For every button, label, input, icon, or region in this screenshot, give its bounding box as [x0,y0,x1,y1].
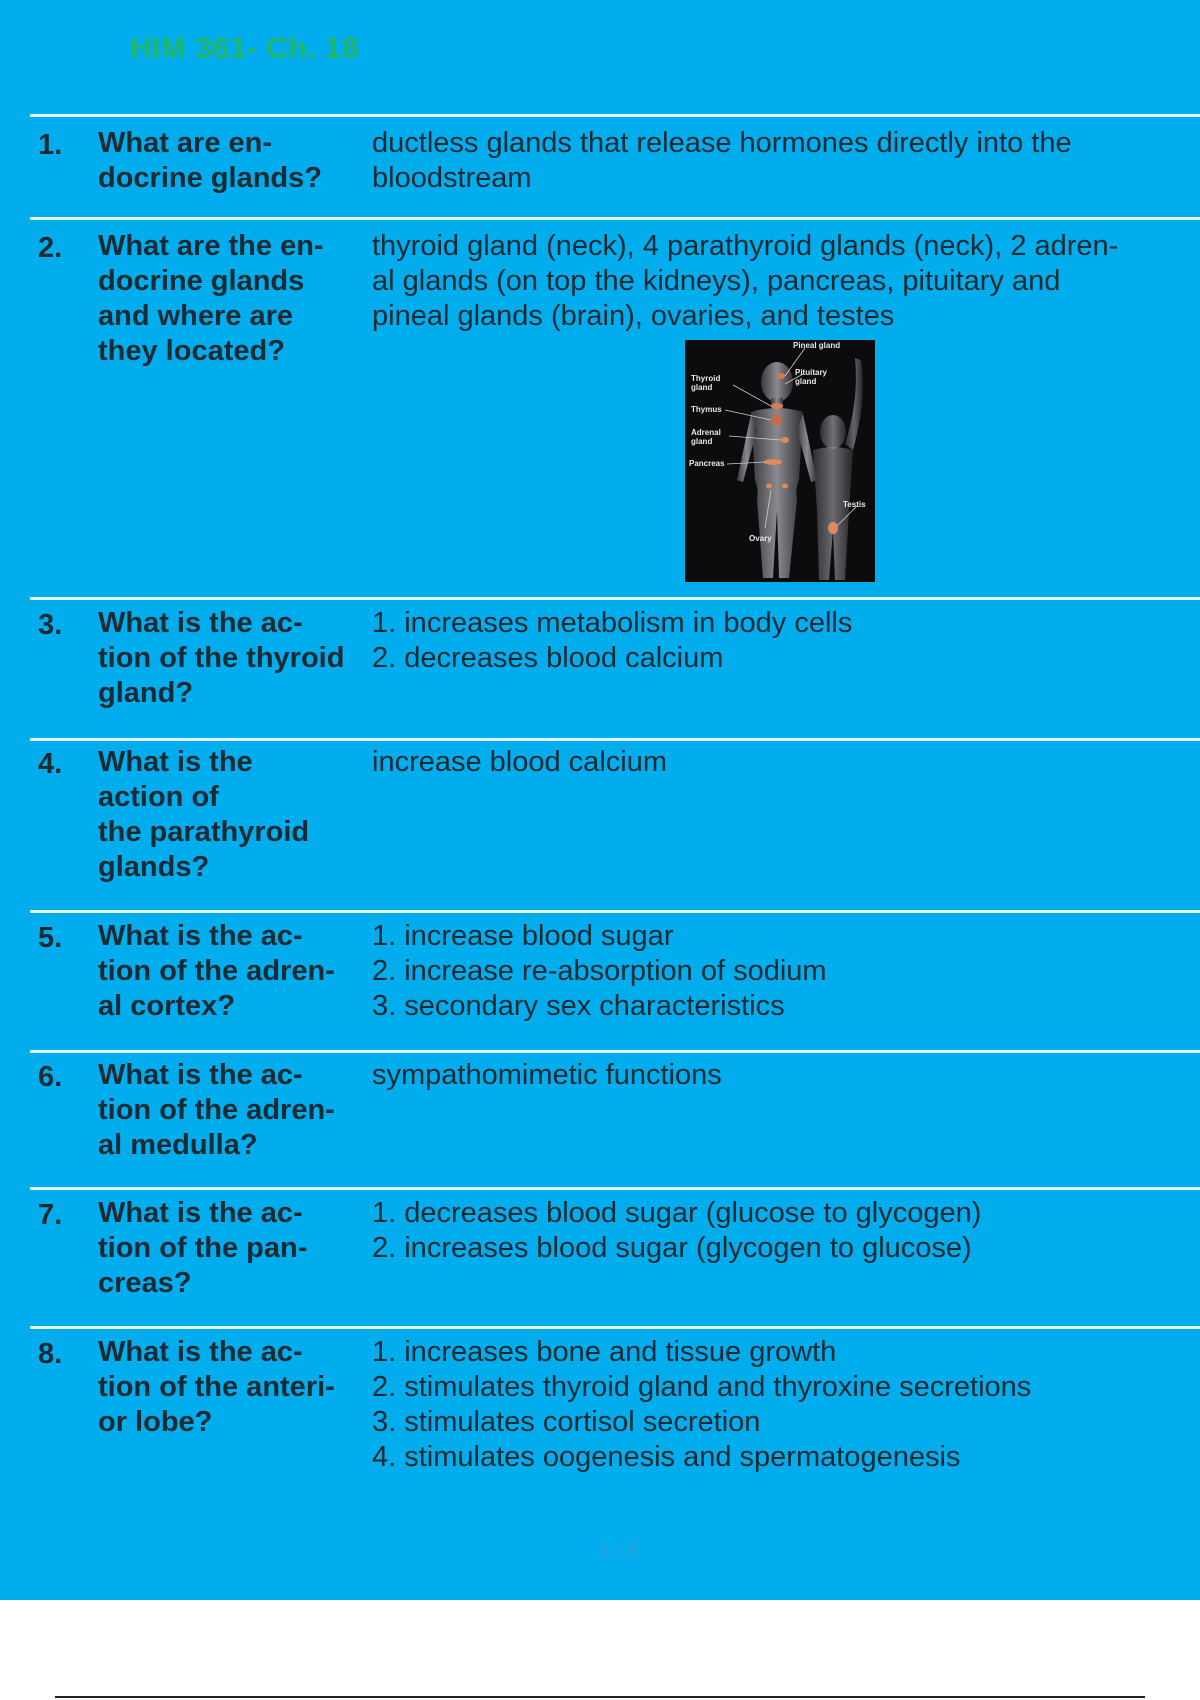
answer-line: thyroid gland (neck), 4 parathyroid glands (neck), 2 adren- [372,230,1119,262]
question-line: glands? [98,851,210,883]
question-line: or lobe? [98,1406,213,1438]
card-question [98,126,368,196]
answer-line: 2. decreases blood calcium [372,642,724,674]
endocrine-glands-figure [685,340,875,582]
card-answer [372,606,1172,676]
question-line: creas? [98,1267,192,1299]
question-line: and where are [98,300,294,332]
answer-line: increase blood calcium [372,746,667,778]
page-bottom-divider [55,1696,1145,1698]
card-number: 7. [38,1199,63,1231]
question-line: tion of the adren- [98,1094,335,1126]
card-divider [30,910,1200,913]
question-line: action of [98,781,219,813]
question-line: gland? [98,677,194,709]
card-number: 5. [38,922,63,954]
answer-line: 2. increases blood sugar (glycogen to glucose) [372,1232,972,1264]
card-number: 1. [38,129,63,161]
question-line: What are en- [98,127,273,159]
card-number: 3. [38,609,63,641]
answer-line: sympathomimetic functions [372,1059,722,1091]
question-line: What is the ac- [98,607,303,639]
card-number: 2. [38,232,63,264]
card-answer [372,1058,1172,1093]
question-line: tion of the thyroid [98,642,345,674]
answer-line: 1. increases metabolism in body cells [372,607,853,639]
figure-label-thymus: Thymus [691,405,722,414]
question-line: What is the ac- [98,920,303,952]
answer-line: ductless glands that release hormones directly into the [372,127,1072,159]
figure-label-adrenal: Adrenal gland [691,428,721,446]
card-question [98,1196,368,1301]
answer-line: 2. stimulates thyroid gland and thyroxine secretions [372,1371,1032,1403]
card-answer [372,745,1172,780]
answer-line: pineal glands (brain), ovaries, and testes [372,300,895,332]
question-line: tion of the pan- [98,1232,308,1264]
question-line: What is the [98,746,253,778]
card-divider [30,1326,1200,1329]
card-divider [30,217,1200,220]
card-question [98,229,368,369]
answer-line: 2. increase re-absorption of sodium [372,955,827,987]
card-answer [372,1335,1172,1475]
card-number: 8. [38,1338,63,1370]
page-number: 1 / 6 [600,1540,639,1562]
question-line: al medulla? [98,1129,258,1161]
question-line: they located? [98,335,285,367]
card-question [98,919,368,1024]
document-title: HIM 361- Ch. 18 [130,32,360,65]
card-divider [30,114,1200,117]
question-line: tion of the anteri- [98,1371,335,1403]
figure-label-thyroid: Thyroid gland [691,374,721,392]
answer-line: 4. stimulates oogenesis and spermatogenesis [372,1441,961,1473]
question-line: the parathyroid [98,816,310,848]
answer-line: bloodstream [372,162,532,194]
answer-line: 3. secondary sex characteristics [372,990,785,1022]
figure-label-ovary: Ovary [749,534,772,543]
card-number: 6. [38,1061,63,1093]
card-number: 4. [38,748,63,780]
card-answer [372,919,1172,1024]
figure-label-pancreas: Pancreas [689,459,725,468]
card-answer [372,1196,1172,1266]
figure-label-pineal: Pineal gland [793,341,841,350]
answer-line: 1. decreases blood sugar (glucose to glycogen) [372,1197,982,1229]
card-answer [372,229,1172,334]
question-line: docrine glands? [98,162,322,194]
card-question [98,1335,368,1440]
question-line: What are the en- [98,230,324,262]
question-line: What is the ac- [98,1059,303,1091]
question-line: What is the ac- [98,1336,303,1368]
answer-line: 1. increase blood sugar [372,920,674,952]
answer-line: 1. increases bone and tissue growth [372,1336,837,1368]
card-divider [30,597,1200,600]
answer-line: 3. stimulates cortisol secretion [372,1406,761,1438]
card-divider [30,1050,1200,1053]
card-divider [30,1187,1200,1190]
card-question [98,1058,368,1163]
question-line: al cortex? [98,990,235,1022]
figure-label-testis: Testis [843,500,866,509]
card-question [98,745,368,885]
question-line: What is the ac- [98,1197,303,1229]
question-line: docrine glands [98,265,305,297]
card-divider [30,738,1200,741]
figure-label-pituitary: Pituitary gland [795,368,828,386]
card-answer [372,126,1172,196]
answer-line: al glands (on top the kidneys), pancreas, pituitary and [372,265,1061,297]
card-question [98,606,368,711]
question-line: tion of the adren- [98,955,335,987]
